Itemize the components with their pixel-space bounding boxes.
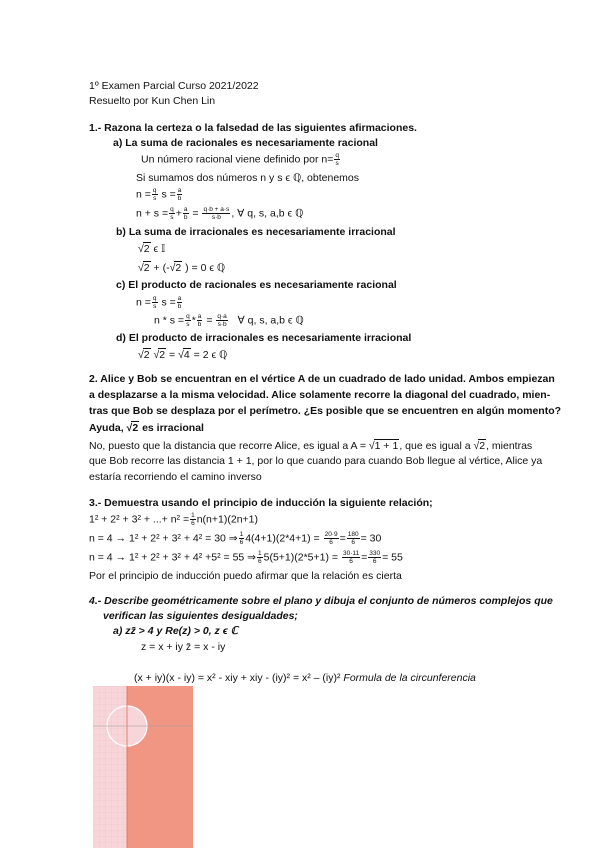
complex-plane-graph: [93, 686, 193, 848]
q1a-title: a) La suma de racionales es necesariamente racional: [113, 137, 378, 149]
q1b-line-1: √2 ϵ 𝕀: [138, 243, 166, 255]
q4-title-2: verifican las siguientes desigualdades;: [103, 610, 298, 622]
q2-line-1: 2. Alice y Bob se encuentran en el vértice A de un cuadrado de lado unidad. Ambos empiezan: [89, 373, 555, 385]
q3-conclusion: Por el principio de inducción puedo afirmar que la relación es cierta: [89, 570, 402, 582]
q2-line-2: a desplazarse a la misma velocidad. Alice solamente recorre la diagonal del cuadrado, mien-: [89, 389, 551, 401]
q4-title-1: 4.- Describe geométricamente sobre el plano y dibuja el conjunto de números complejos que: [89, 595, 553, 607]
q1b-line-2: √2 + (-√2 ) = 0 ϵ ℚ: [138, 262, 226, 274]
q1-title: 1.- Razona la certeza o la falsedad de las siguientes afirmaciones.: [89, 122, 417, 134]
q1d-title: d) El producto de irracionales es necesariamente irracional: [116, 332, 412, 344]
q4a-line-2: (x + iy)(x - iy) = x² - xiy + xiy - (iy)² = x² – (iy)² Formula de la circunferencia: [134, 672, 476, 684]
q2-answer-1: No, puesto que la distancia que recorre Alice, es igual a A = √1 + 1, que es igual a √2, mientras: [89, 440, 533, 452]
q2-hint: Ayuda, √2 es irracional: [89, 422, 204, 434]
q1c-title: c) El producto de racionales es necesariamente racional: [116, 279, 397, 291]
q2-answer-3: estaría recorriendo el camino inverso: [89, 471, 262, 483]
q2-answer-2: que Bob recorre las distancia 1 + 1, por lo que cuando para cuando Bob llegue al vértice, Alice ya: [89, 455, 543, 467]
q1a-line-3: n = $\frac{q}{s}$ s = $\frac{a}{b}$: [136, 187, 182, 202]
q4a-title: a) zz̄ > 4 y Re(z) > 0, z ϵ ℂ: [113, 625, 238, 637]
q1a-line-2: Si sumamos dos números n y s ϵ ℚ, obtenemos: [136, 172, 359, 184]
grid-overlay: [93, 686, 127, 848]
q1d-line-1: √2 √2 = √4 = 2 ϵ ℚ: [138, 349, 228, 361]
q1c-line-2: n * s = $\frac{q}{s}$ * $\frac{a}{b}$ = $\frac{q\cdot a}{s\cdot b}$ ∀ q, s, a,b ϵ ℚ: [154, 313, 304, 328]
header-line-1: 1º Examen Parcial Curso 2021/2022: [89, 80, 259, 92]
q1a-line-4: n + s = $\frac{q}{s}$ + $\frac{a}{b}$ = $\frac{q\cdot b + a\cdot s}{s\cdot b}$ , ∀ q, s, a,b ϵ ℚ: [136, 206, 304, 221]
q3-row-2: n = 4 → 1² + 2² + 3² + 4² = 30 ⇒ $\frac{1}{6}$ 4(4+1)(2*4+1) = $\frac{20\cdot 9}{6}$ = $\frac{180}{6}$ = 30: [89, 531, 382, 546]
q3-row-3: n = 4 → 1² + 2² + 3² + 4² +5² = 55 ⇒ $\frac{1}{6}$ 5(5+1)(2*5+1) = $\frac{30\cdot 11}{6}$ = $\frac{330}{6}$ = 55: [89, 550, 403, 565]
q1b-title: b) La suma de irracionales es necesariamente irracional: [116, 226, 396, 238]
q2-line-3: tras que Bob se desplaza por el perímetro. ¿Es posible que se encuentren en algún momento?: [89, 405, 562, 417]
fraction: $\frac{q}{s}$: [335, 152, 339, 167]
q3-title: 3.- Demuestra usando el principio de inducción la siguiente relación;: [89, 497, 433, 509]
header-line-2: Resuelto por Kun Chen Lin: [89, 95, 216, 107]
q1a-line-1: Un número racional viene definido por n= $\frac{q}{s}$: [141, 152, 339, 167]
q1c-line-1: n = $\frac{q}{s}$ s = $\frac{a}{b}$: [136, 295, 182, 310]
q4a-line-1: z = x + iy z̄ = x - iy: [141, 641, 226, 653]
q3-row-1: 1² + 2² + 3² + ...+ n² = $\frac{1}{6}$ n(n+1)(2n+1): [89, 512, 259, 527]
